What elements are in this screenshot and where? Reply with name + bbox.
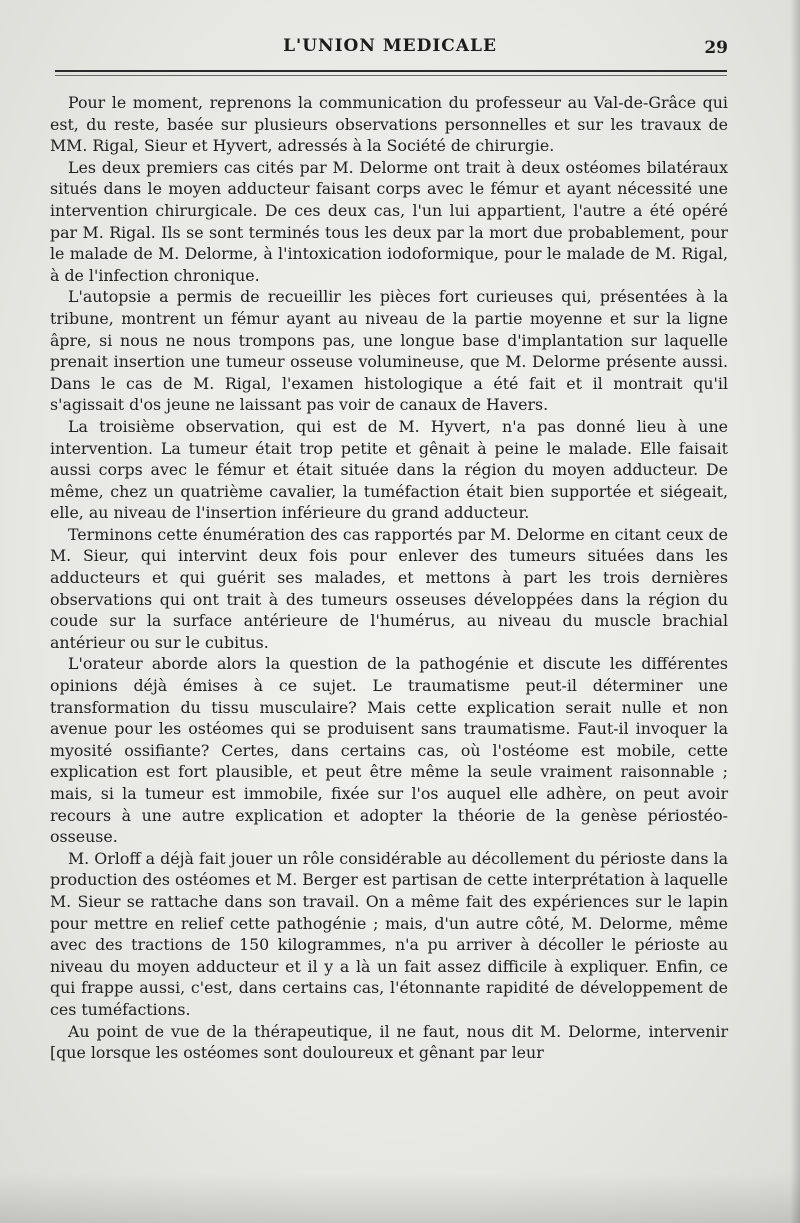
page-shadow-bottom [0, 1173, 800, 1223]
paragraph: L'orateur aborde alors la question de la pathogénie et discute les différentes opinions déjà émises à ce sujet. Le traumatisme peut-il déterminer une transformation du tissu musculaire? Mais cette explication serait nulle et non avenue pour les ostéomes qui se produisent sans traumatisme. Faut-il invoquer la myosité ossifiante? Certes, dans certains cas, où l'ostéome est mobile, cette explication est fort plausible, et peut être même la seule vraiment raisonnable ; mais, si la tumeur est immobile, fixée sur l'os auquel elle adhère, on peut avoir recours à une autre explication et adopter la théorie de la genèse périostéo-osseuse. [50, 654, 728, 847]
paragraph: Terminons cette énumération des cas rapportés par M. Delorme en citant ceux de M. Sieur, qui intervint deux fois pour enlever des tumeurs situées dans les adducteurs et qui guérit ses malades, et mettons à part les trois dernières observations qui ont trait à des tumeurs osseuses développées dans la région du coude sur la surface antérieure de l'humérus, au niveau du muscle brachial antérieur ou sur le cubitus. [50, 524, 728, 652]
header-rule [55, 70, 727, 72]
running-header [50, 36, 730, 66]
paragraph: M. Orloff a déjà fait jouer un rôle considérable au décollement du périoste dans la production des ostéomes et M. Berger est partisan de cette interprétation à laquelle M. Sieur se rattache dans son travail. On a même fait des expériences sur le lapin pour mettre en relief cette pathogénie ; mais, d'un autre côté, M. Delorme, même avec des tractions de 150 kilogrammes, n'a pu arriver à décoller le périoste au niveau du moyen adducteur et il y a là un fait assez difficile à expliquer. Enfin, ce qui frappe aussi, c'est, dans certains cas, l'étonnante rapidité de développement de ces tuméfactions. [50, 848, 728, 1019]
paragraph: Au point de vue de la thérapeutique, il ne faut, nous dit M. Delorme, intervenir [que lorsque les ostéomes sont douloureux et gênant par leur [50, 1021, 728, 1063]
paragraph: La troisième observation, qui est de M. Hyvert, n'a pas donné lieu à une intervention. La tumeur était trop petite et gênait à peine le malade. Elle faisait aussi corps avec le fémur et était située dans la région du moyen adducteur. De même, chez un quatrième cavalier, la tuméfaction était bien supportée et siégeait, elle, au niveau de l'insertion inférieure du grand adducteur. [50, 416, 728, 523]
article-body [50, 92, 728, 1064]
header-rule-thin [55, 75, 727, 76]
page-number: 29 [704, 38, 728, 58]
paragraph: Les deux premiers cas cités par M. Delorme ont trait à deux ostéomes bilatéraux situés dans le moyen adducteur faisant corps avec le fémur et ayant nécessité une intervention chirurgicale. De ces deux cas, l'un lui appartient, l'autre a été opéré par M. Rigal. Ils se sont terminés tous les deux par la mort due probablement, pour le malade de M. Delorme, à l'intoxication iodoformique, pour le malade de M. Rigal, à de l'infection chronique. [50, 157, 728, 285]
journal-title: L'UNION MEDICALE [283, 36, 497, 56]
paragraph: L'autopsie a permis de recueillir les pièces fort curieuses qui, présentées à la tribune, montrent un fémur ayant au niveau de la partie moyenne et sur la ligne âpre, si nous ne nous trompons pas, une longue base d'implantation sur laquelle prenait insertion une tumeur osseuse volumineuse, que M. Delorme présente aussi. Dans le cas de M. Rigal, l'examen histologique a été fait et il montrait qu'il s'agissait d'os jeune ne laissant pas voir de canaux de Havers. [50, 287, 728, 415]
page-shadow-right [790, 0, 800, 1223]
paragraph: Pour le moment, reprenons la communication du professeur au Val-de-Grâce qui est, du reste, basée sur plusieurs observations personnelles et sur les travaux de MM. Rigal, Sieur et Hyvert, adressés à la Société de chirurgie. [50, 93, 728, 156]
